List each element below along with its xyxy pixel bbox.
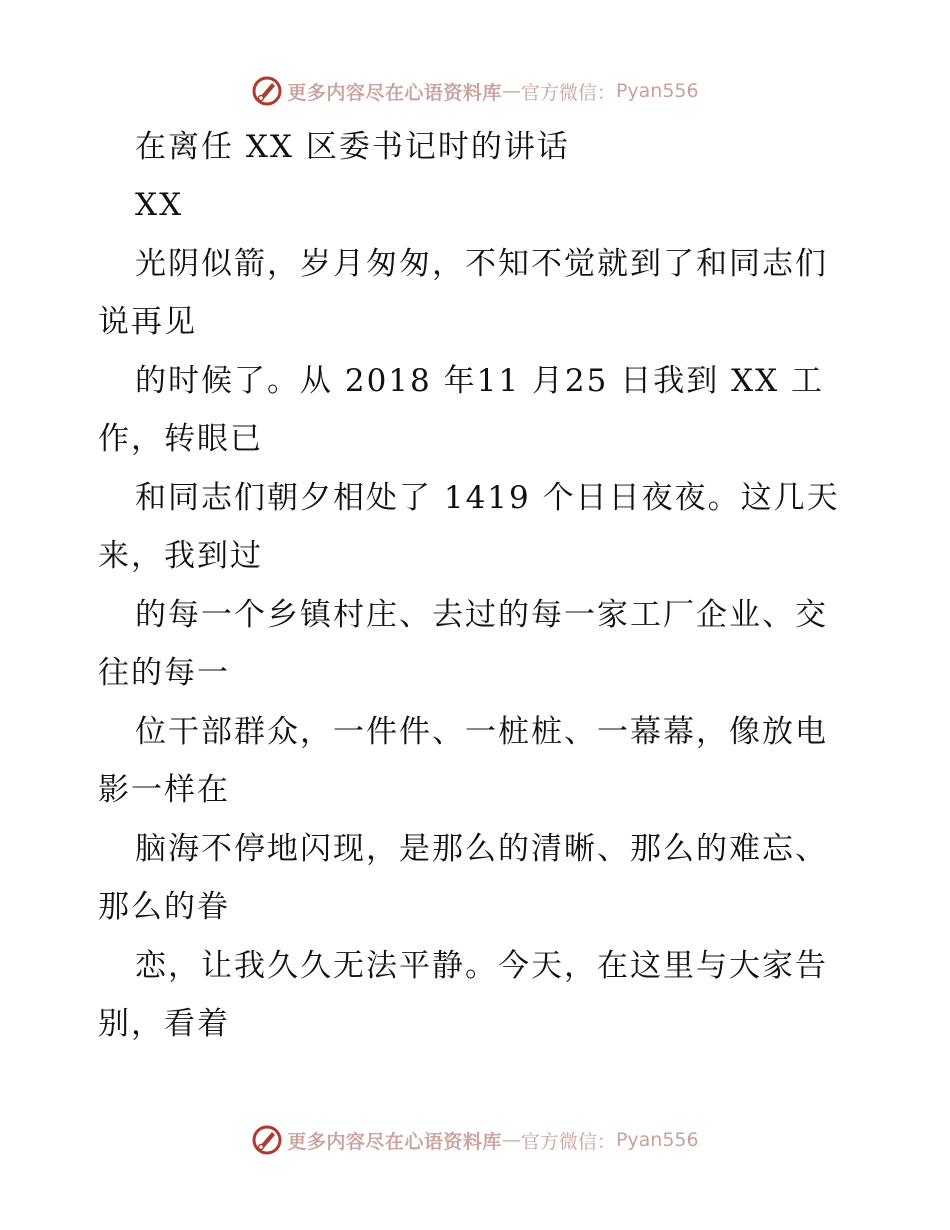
paragraph-line: 往的每一 (98, 655, 230, 691)
paragraph-line: 别，看着 (98, 1006, 230, 1042)
banner-text: 更多内容尽在心语资料库 (287, 1130, 502, 1153)
paragraph-line: 的时候了。从 2018 年11 月25 日我到 XX 工 (135, 363, 825, 399)
paragraph-line: 恋，让我久久无法平静。今天，在这里与大家告 (135, 948, 828, 984)
document-author: XX (135, 187, 184, 223)
paragraph-line: 和同志们朝夕相处了 1419 个日日夜夜。这几天 (135, 480, 840, 516)
brand-logo-icon (251, 1124, 283, 1156)
brand-logo-icon (251, 75, 283, 107)
banner-separator: — (501, 80, 521, 102)
banner-separator: — (501, 1129, 521, 1151)
paragraph-line: 的每一个乡镇村庄、去过的每一家工厂企业、交 (135, 597, 828, 633)
paragraph-line: 脑海不停地闪现，是那么的清晰、那么的难忘、 (135, 831, 828, 867)
banner-wechat-label: 官方微信： (520, 81, 616, 104)
paragraph-line: 来，我到过 (98, 538, 263, 574)
banner-text: 更多内容尽在心语资料库 (287, 81, 502, 104)
banner-wechat-id: Pyan556 (615, 80, 699, 102)
banner-wechat-label: 官方微信： (520, 1130, 616, 1153)
paragraph-line: 光阴似箭，岁月匆匆，不知不觉就到了和同志们 (135, 246, 828, 282)
paragraph-line: 那么的眷 (98, 889, 230, 925)
header-banner (0, 71, 950, 111)
paragraph-line: 位干部群众，一件件、一桩桩、一幕幕，像放电 (135, 714, 828, 750)
paragraph-line: 说再见 (98, 304, 197, 340)
paragraph-line: 作，转眼已 (98, 421, 263, 457)
document-title: 在离任 XX 区委书记时的讲话 (135, 129, 570, 165)
paragraph-line: 影一样在 (98, 772, 230, 808)
banner-wechat-id: Pyan556 (615, 1129, 699, 1151)
footer-banner (0, 1120, 950, 1160)
